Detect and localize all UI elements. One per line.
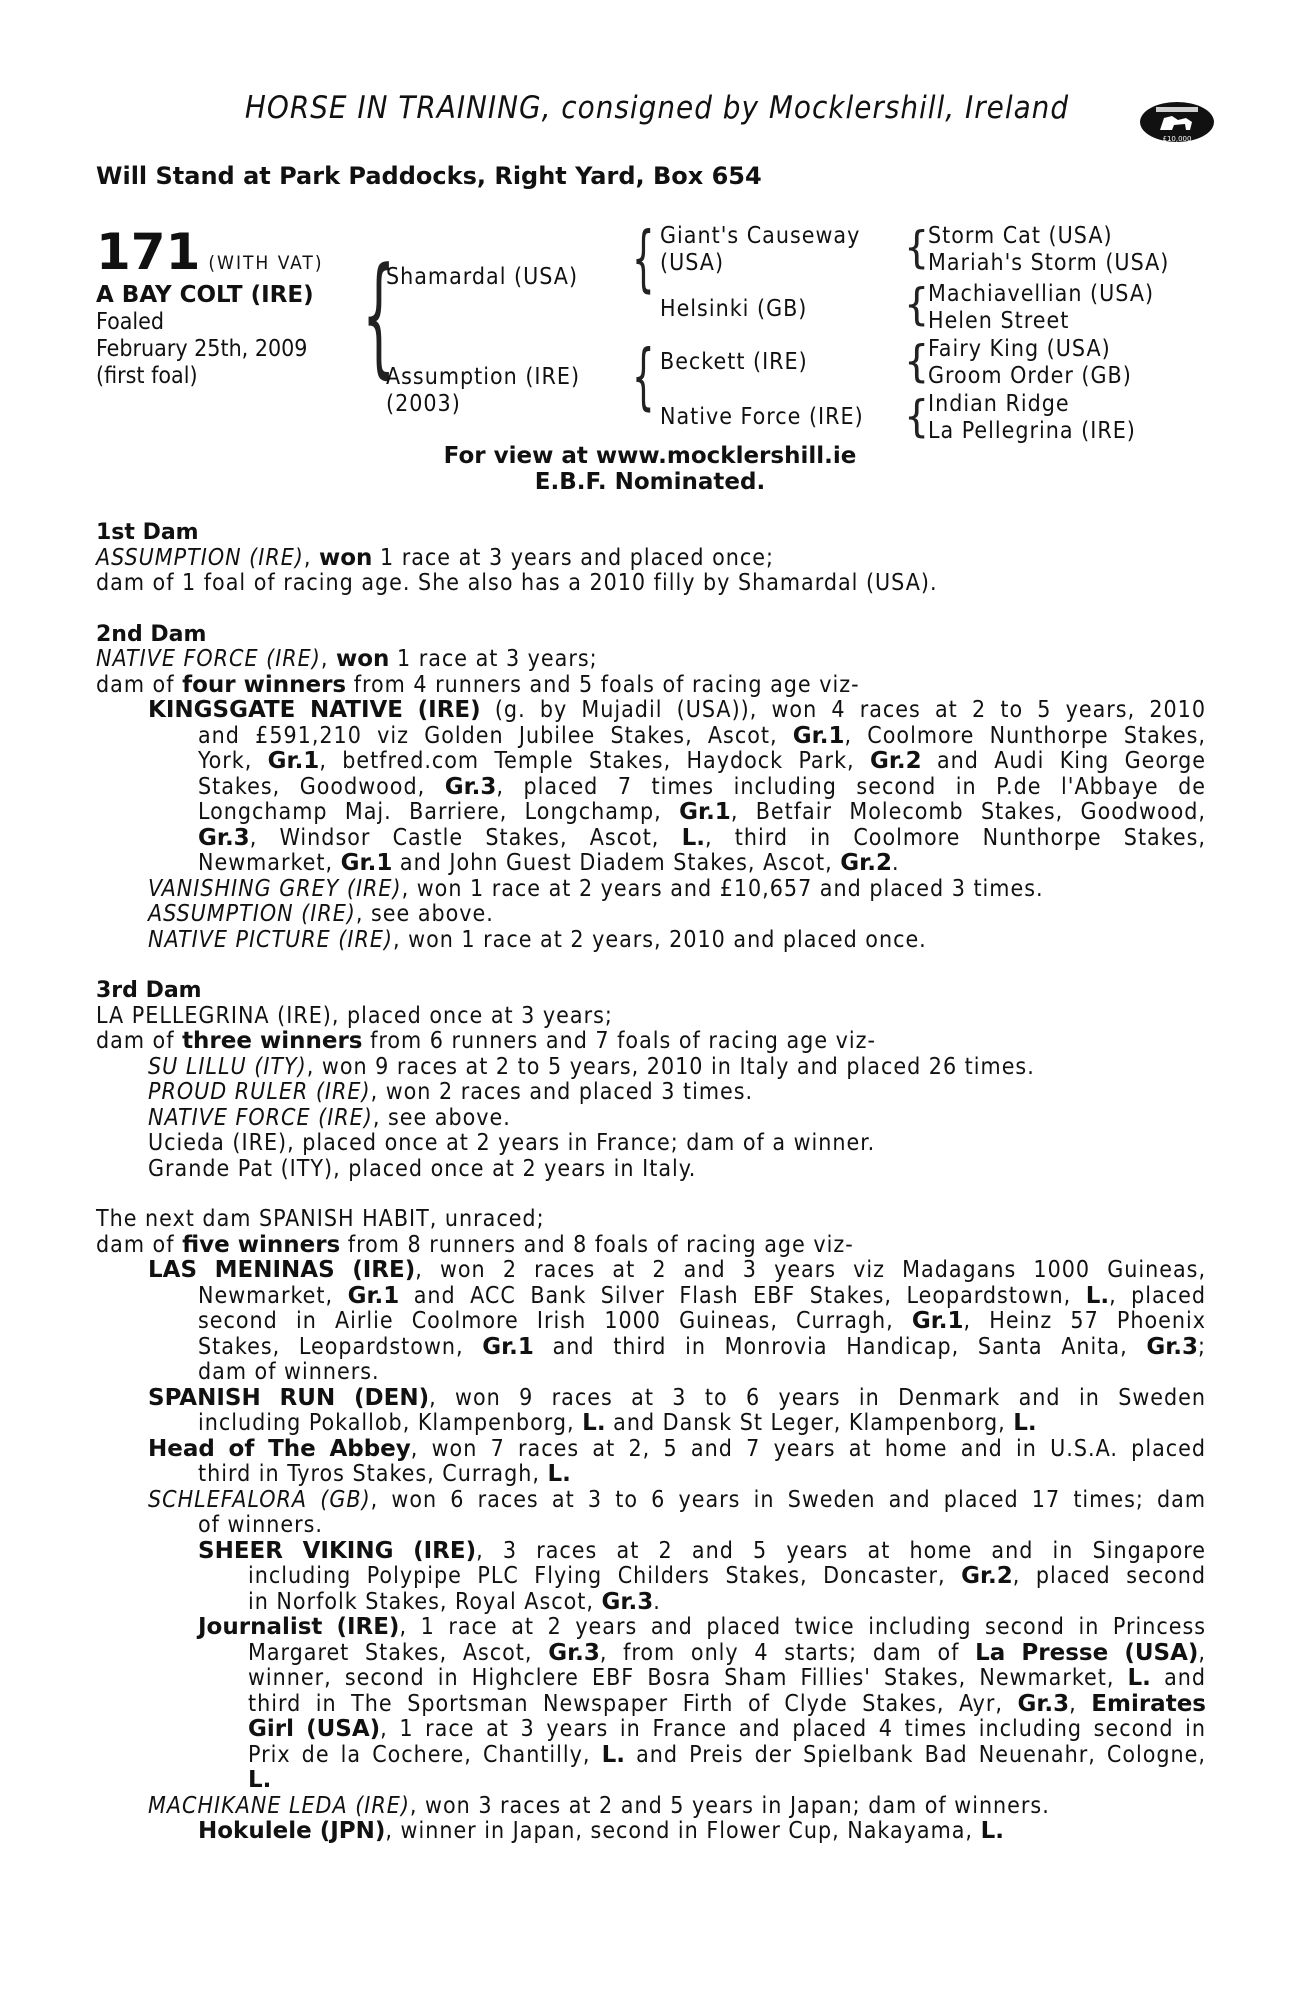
- pedigree-g3: Mariah's Storm (USA): [928, 250, 1170, 276]
- lot-name: A BAY COLT (IRE): [96, 282, 314, 308]
- pedigree-sire: Shamardal (USA): [386, 264, 579, 290]
- pedigree-g3: Groom Order (GB): [928, 363, 1132, 389]
- pedigree-bracket: {: [632, 334, 655, 418]
- second-dam-section: 2nd Dam NATIVE FORCE (IRE), won 1 race at 3 years; dam of four winners from 4 runners and 5 foals of racing age viz- KINGSGATE NATIVE (IRE) (g. by Mujadil (USA)), won 4 races at 2 to 5 years, 2010 and £591,210 viz Golden Jubilee Stakes, Ascot, Gr.1, Coolmore Nunthorpe Stakes, York, Gr.1, betfred.com Temple Stakes, Haydock Park, Gr.2 and Audi King George Stakes, Goodwood, Gr.3, placed 7 times including second in P.de l'Abbaye de Longchamp Maj. Barriere, Longchamp, Gr.1, Betfair Molecomb Stakes, Goodwood, Gr.3, Windsor Castle Stakes, Ascot, L., third in Coolmore Nunthorpe Stakes, Newmarket, Gr.1 and John Guest Diadem Stakes, Ascot, Gr.2. VANISHING GREY (IRE), won 1 race at 2 years and £10,657 and placed 3 times. ASSUMPTION (IRE), see above. NATIVE PICTURE (IRE), won 1 race at 2 years, 2010 and placed once.: [96, 621, 1206, 953]
- section-heading: 3rd Dam: [96, 978, 202, 1003]
- pedigree-dam-year: (2003): [386, 391, 461, 417]
- ebf-note: E.B.F. Nominated.: [534, 469, 766, 495]
- first-dam-section: 1st Dam ASSUMPTION (IRE), won 1 race at 3 years and placed once; dam of 1 foal of racing age. She also has a 2010 filly by Shamardal (USA).: [96, 520, 1206, 597]
- svg-text:£10,000: £10,000: [1162, 135, 1192, 143]
- foal-note: (first foal): [96, 363, 198, 389]
- lot-info: [96, 223, 324, 390]
- pedigree-bracket: {: [904, 336, 930, 387]
- pedigree-sire-sire-country: (USA): [660, 250, 725, 276]
- pedigree-bracket: {: [904, 279, 930, 330]
- pedigree-g3: Fairy King (USA): [928, 336, 1111, 362]
- pedigree-g3: La Pellegrina (IRE): [928, 418, 1136, 444]
- pedigree-g3: Machiavellian (USA): [928, 281, 1155, 307]
- foaled-label: Foaled: [96, 309, 165, 335]
- pedigree-dam-dam: Native Force (IRE): [660, 404, 864, 430]
- section-heading: 2nd Dam: [96, 621, 207, 647]
- foaled-date: February 25th, 2009: [96, 336, 308, 362]
- next-dam-section: The next dam SPANISH HABIT, unraced; dam of five winners from 8 runners and 8 foals of racing age viz- LAS MENINAS (IRE), won 2 races at 2 and 3 years viz Madagans 1000 Guineas, Newmarket, Gr.1 and ACC Bank Silver Flash EBF Stakes, Leopardstown, L., placed second in Airlie Coolmore Irish 1000 Guineas, Curragh, Gr.1, Heinz 57 Phoenix Stakes, Leopardstown, Gr.1 and third in Monrovia Handicap, Santa Anita, Gr.3; dam of winners. SPANISH RUN (DEN), won 9 races at 3 to 6 years in Denmark and in Sweden including Pokallob, Klampenborg, L. and Dansk St Leger, Klampenborg, L. Head of The Abbey, won 7 races at 2, 5 and 7 years at home and in U.S.A. placed third in Tyros Stakes, Curragh, L. SCHLEFALORA (GB), won 6 races at 3 to 6 years in Sweden and placed 17 times; dam of winners. SHEER VIKING (IRE), 3 races at 2 and 5 years at home and in Singapore including Polypipe PLC Flying Childers Stakes, Doncaster, Gr.2, placed second in Norfolk Stakes, Royal Ascot, Gr.3. Journalist (IRE), 1 race at 2 years and placed twice including second in Princess Margaret Stakes, Ascot, Gr.3, from only 4 starts; dam of La Presse (USA), winner, second in Highclere EBF Bosra Sham Fillies' Stakes, Newmarket, L. and third in The Sportsman Newspaper Firth of Clyde Stakes, Ayr, Gr.3, Emirates Girl (USA), 1 race at 3 years in France and placed 4 times including second in Prix de la Cochere, Chantilly, L. and Preis der Spielbank Bad Neuenahr, Cologne, L. MACHIKANE LEDA (IRE), won 3 races at 2 and 5 years in Japan; dam of winners. Hokulele (JPN), winner in Japan, second in Flower Cup, Nakayama, L.: [96, 1206, 1207, 1844]
- view-website-note: For view at www.mocklershill.ie: [443, 443, 857, 469]
- pedigree-dam-sire: Beckett (IRE): [660, 349, 808, 375]
- catalogue-body: [96, 520, 1206, 1870]
- pedigree-bracket: {: [362, 239, 396, 391]
- stand-location: Will Stand at Park Paddocks, Right Yard, Box 654: [96, 162, 762, 190]
- pedigree-sire-dam: Helsinki (GB): [660, 296, 808, 322]
- pedigree-bracket: {: [632, 216, 655, 300]
- third-dam-section: 3rd Dam LA PELLEGRINA (IRE), placed once at 3 years; dam of three winners from 6 runners and 7 foals of racing age viz- SU LILLU (ITY), won 9 races at 2 to 5 years, 2010 in Italy and placed 26 times. PROUD RULER (IRE), won 2 races and placed 3 times. NATIVE FORCE (IRE), see above. Ucieda (IRE), placed once at 2 years in France; dam of a winner. Grande Pat (ITY), placed once at 2 years in Italy.: [96, 978, 1206, 1182]
- section-heading: 1st Dam: [96, 520, 199, 545]
- pedigree-bracket: {: [904, 391, 930, 442]
- pedigree-sire-sire: Giant's Causeway: [660, 223, 861, 249]
- pedigree-g3: Indian Ridge: [928, 391, 1070, 417]
- yearling-bonus-badge: [1138, 98, 1216, 146]
- vat-note: (WITH VAT): [208, 252, 324, 274]
- page-title: HORSE IN TRAINING, consigned by Mocklershill, Ireland: [244, 90, 1070, 126]
- pedigree-g3: Storm Cat (USA): [928, 223, 1113, 249]
- pedigree-g3: Helen Street: [928, 308, 1070, 334]
- pedigree-dam: Assumption (IRE): [386, 364, 581, 390]
- lot-number: 171: [96, 223, 201, 281]
- pedigree-bracket: {: [904, 222, 930, 273]
